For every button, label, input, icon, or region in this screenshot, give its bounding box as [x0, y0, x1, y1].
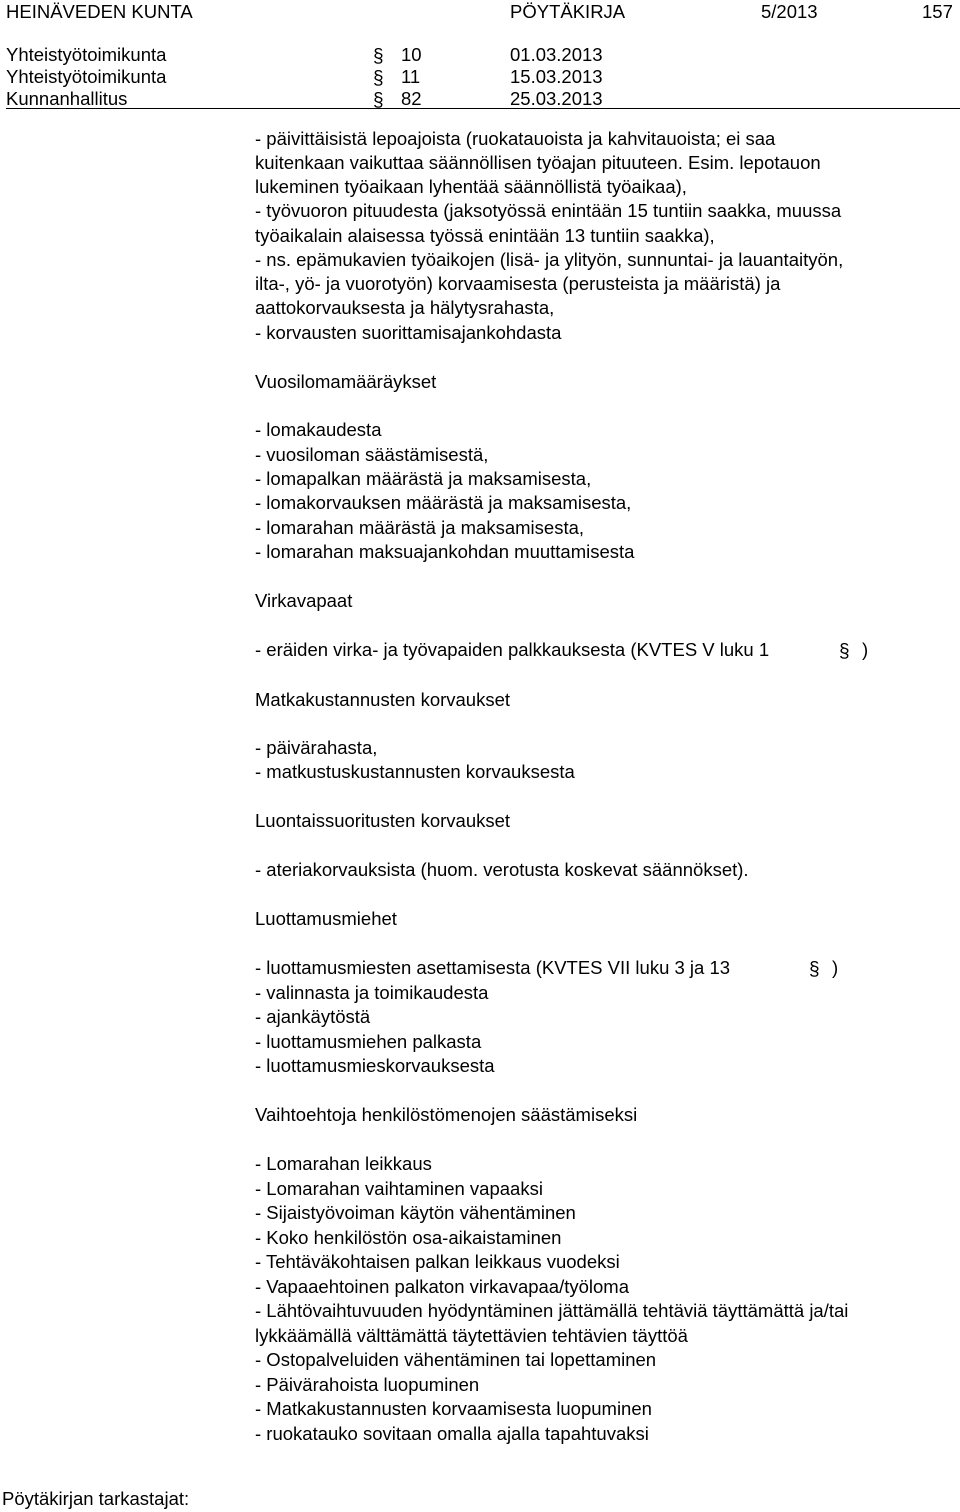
meeting-body: Yhteistyötoimikunta	[6, 66, 167, 87]
body-line: - valinnasta ja toimikaudesta	[255, 982, 489, 1003]
section-sign-icon	[371, 44, 391, 66]
meeting-date: 25.03.2013	[510, 88, 603, 109]
body-line: - lomapalkan määrästä ja maksamisesta,	[255, 468, 592, 489]
page-number: 157	[922, 1, 953, 22]
body-line: - Lomarahan vaihtaminen vapaaksi	[255, 1178, 543, 1199]
body-line: - ateriakorvauksista (huom. verotusta koskevat säännökset).	[255, 859, 749, 880]
reviewers-label: Pöytäkirjan tarkastajat:	[2, 1488, 190, 1509]
body-line: - Vapaaehtoinen palkaton virkavapaa/työloma	[255, 1276, 630, 1297]
body-line: - Päivärahoista luopuminen	[255, 1374, 480, 1395]
closing-paren: )	[862, 639, 869, 660]
body-line: - Ostopalveluiden vähentäminen tai lopettaminen	[255, 1349, 657, 1370]
body-line: lykkäämällä välttämättä täytettävien tehtävien täyttöä	[255, 1325, 688, 1346]
meeting-number: 82	[401, 88, 422, 109]
header-divider	[6, 108, 960, 109]
body-line: ilta-, yö- ja vuorotyön) korvaamisesta (perusteista ja määristä) ja	[255, 273, 781, 294]
body-line: kuitenkaan vaikuttaa säännöllisen työajan pituuteen. Esim. lepotauon	[255, 152, 821, 173]
body-line: - päivittäisistä lepoajoista (ruokatauoista ja kahvitauoista; ei saa	[255, 128, 776, 149]
body-line: - lomarahan määrästä ja maksamisesta,	[255, 517, 585, 538]
body-line: - matkustuskustannusten korvauksesta	[255, 761, 575, 782]
body-line: - lomakaudesta	[255, 419, 382, 440]
issue-number: 5/2013	[761, 1, 818, 22]
body-line: Luontaissuoritusten korvaukset	[255, 810, 511, 831]
body-line: - ns. epämukavien työaikojen (lisä- ja ylityön, sunnuntai- ja lauantaityön,	[255, 249, 844, 270]
section-sign-icon	[371, 66, 391, 88]
body-line: - Tehtäväkohtaisen palkan leikkaus vuodeksi	[255, 1251, 620, 1272]
body-line: - työvuoron pituudesta (jaksotyössä enintään 15 tuntiin saakka, muussa	[255, 200, 842, 221]
body-line: - lomakorvauksen määrästä ja maksamisesta,	[255, 492, 632, 513]
body-line: - päivärahasta,	[255, 737, 378, 758]
body-line: - Lähtövaihtuvuuden hyödyntäminen jättämällä tehtäviä täyttämättä ja/tai	[255, 1300, 849, 1321]
meeting-number: 11	[401, 66, 421, 87]
svg-text:§: §	[373, 68, 384, 88]
body-line: - Koko henkilöstön osa-aikaistaminen	[255, 1227, 562, 1248]
svg-text:§: §	[809, 959, 820, 979]
body-line: Matkakustannusten korvaukset	[255, 689, 511, 710]
body-line: Virkavapaat	[255, 590, 353, 611]
svg-text:§: §	[839, 641, 850, 661]
meeting-date: 01.03.2013	[510, 44, 603, 65]
body-line: - Matkakustannusten korvaamisesta luopuminen	[255, 1398, 652, 1419]
body-line: - korvausten suorittamisajankohdasta	[255, 322, 562, 343]
body-line: lukeminen työaikaan lyhentää säännöllistä työaikaa),	[255, 176, 687, 197]
body-line: - Sijaistyövoiman käytön vähentäminen	[255, 1202, 576, 1223]
section-sign-icon	[837, 639, 857, 661]
meeting-body: Yhteistyötoimikunta	[6, 44, 167, 65]
svg-text:§: §	[373, 90, 384, 110]
doc-type: PÖYTÄKIRJA	[510, 1, 626, 22]
meeting-body: Kunnanhallitus	[6, 88, 128, 109]
body-line: aattokorvauksesta ja hälytysrahasta,	[255, 297, 555, 318]
meeting-date: 15.03.2013	[510, 66, 603, 87]
body-line: - ajankäytöstä	[255, 1006, 371, 1027]
body-line: - Lomarahan leikkaus	[255, 1153, 432, 1174]
body-line: - ruokatauko sovitaan omalla ajalla tapahtuvaksi	[255, 1423, 649, 1444]
org-name: HEINÄVEDEN KUNTA	[6, 1, 193, 22]
body-line: Luottamusmiehet	[255, 908, 397, 929]
body-line: - luottamusmiesten asettamisesta (KVTES VII luku 3 ja 13	[255, 957, 731, 978]
body-line: - luottamusmieskorvauksesta	[255, 1055, 495, 1076]
svg-text:§: §	[373, 46, 384, 66]
body-line: Vaihtoehtoja henkilöstömenojen säästämiseksi	[255, 1104, 638, 1125]
closing-paren: )	[832, 957, 839, 978]
body-line: työaikalain alaisessa työssä enintään 13 tuntiin saakka),	[255, 225, 715, 246]
meeting-number: 10	[401, 44, 422, 65]
body-line: Vuosilomamääräykset	[255, 371, 437, 392]
body-line: - lomarahan maksuajankohdan muuttamisesta	[255, 541, 635, 562]
body-line: - vuosiloman säästämisestä,	[255, 444, 489, 465]
body-line: - eräiden virka- ja työvapaiden palkkauksesta (KVTES V luku 1	[255, 639, 770, 660]
section-sign-icon	[371, 88, 391, 110]
body-line: - luottamusmiehen palkasta	[255, 1031, 482, 1052]
section-sign-icon	[807, 957, 827, 979]
